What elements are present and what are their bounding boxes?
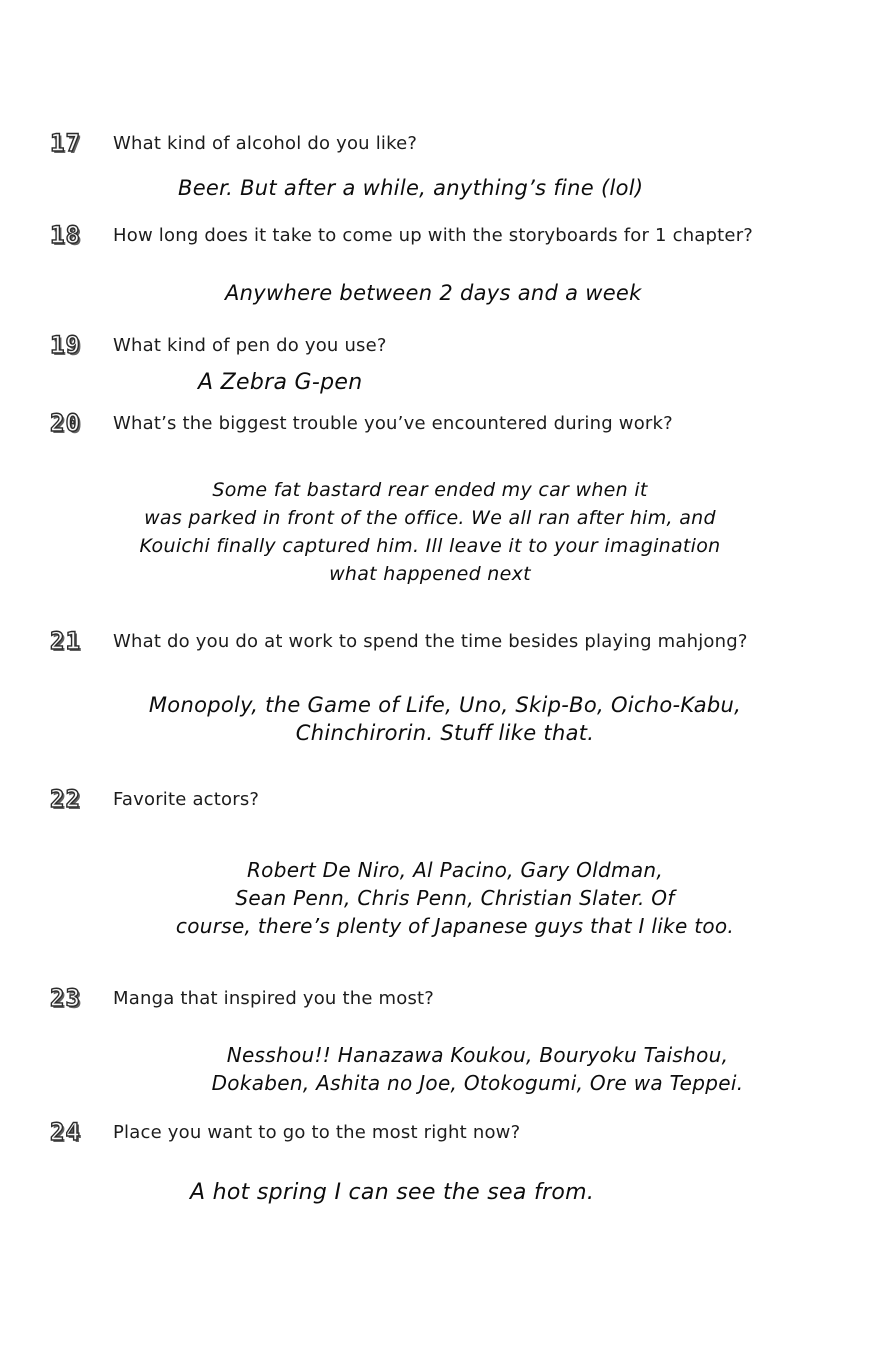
- answer-line: course, there’s plenty of Japanese guys that I like too.: [175, 914, 735, 938]
- handwritten-answer: [95, 476, 765, 588]
- answer-line: what happened next: [329, 563, 531, 585]
- answer-line: Robert De Niro, Al Pacino, Gary Oldman,: [246, 858, 664, 882]
- question-number: 23: [50, 984, 81, 1012]
- handwritten-answer: [115, 691, 775, 747]
- handwritten-answer: [140, 856, 770, 940]
- answer-line: Monopoly, the Game of Life, Uno, Skip-Bo, Oicho-Kabu,: [148, 693, 742, 717]
- question-row: [0, 627, 869, 661]
- handwritten-answer: Beer. But after a while, anything’s fine (lol): [178, 176, 644, 200]
- handwritten-answer: A hot spring I can see the sea from.: [190, 1180, 595, 1205]
- handwritten-answer: Anywhere between 2 days and a week: [225, 281, 642, 305]
- question-text: What kind of pen do you use?: [113, 335, 387, 356]
- answer-line: Sean Penn, Chris Penn, Christian Slater. Of: [235, 886, 675, 910]
- answer-line: Chinchirorin. Stuff like that.: [295, 721, 595, 745]
- question-number: 17: [50, 129, 81, 157]
- answer-line: Kouichi finally captured him. Ill leave it to your imagination: [139, 535, 721, 557]
- question-row: [0, 129, 869, 163]
- question-row: [0, 785, 869, 819]
- question-row: [0, 221, 869, 255]
- question-text: Manga that inspired you the most?: [113, 988, 435, 1009]
- answer-line: Dokaben, Ashita no Joe, Otokogumi, Ore wa Teppei.: [211, 1071, 744, 1095]
- answer-line: Nesshou!! Hanazawa Koukou, Bouryoku Taishou,: [226, 1043, 729, 1067]
- answer-line: was parked in front of the office. We all ran after him, and: [144, 507, 716, 529]
- question-text: How long does it take to come up with the storyboards for 1 chapter?: [113, 225, 754, 246]
- question-text: Favorite actors?: [113, 789, 260, 810]
- question-text: What’s the biggest trouble you’ve encountered during work?: [113, 413, 673, 434]
- question-row: [0, 331, 869, 365]
- answer-line: Some fat bastard rear ended my car when it: [212, 479, 648, 501]
- question-row: [0, 1118, 869, 1152]
- handwritten-answer: [160, 1041, 795, 1097]
- question-text: What do you do at work to spend the time besides playing mahjong?: [113, 631, 748, 652]
- handwritten-answer: A Zebra G-pen: [198, 370, 363, 395]
- question-number: 20: [50, 409, 81, 437]
- question-row: [0, 984, 869, 1018]
- question-text: Place you want to go to the most right now?: [113, 1122, 521, 1143]
- question-number: 22: [50, 785, 81, 813]
- question-number: 21: [50, 627, 81, 655]
- question-number: 18: [50, 221, 81, 249]
- question-row: [0, 409, 869, 443]
- question-text: What kind of alcohol do you like?: [113, 133, 418, 154]
- question-number: 19: [50, 331, 81, 359]
- question-number: 24: [50, 1118, 81, 1146]
